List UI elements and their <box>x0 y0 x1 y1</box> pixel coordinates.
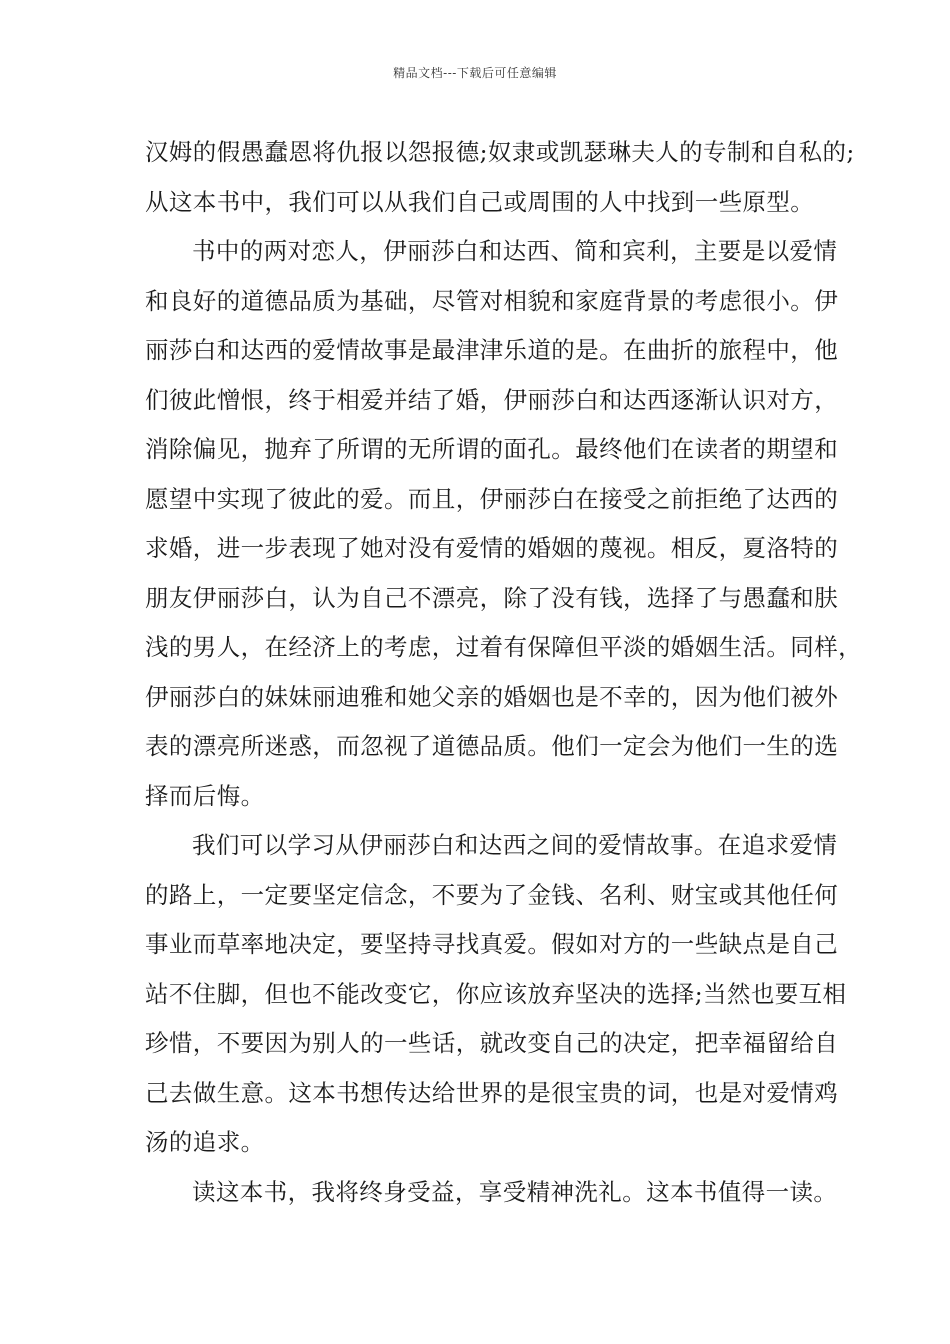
text-line: 珍惜，不要因为别人的一些话，就改变自己的决定，把幸福留给自 <box>145 1029 839 1057</box>
text-line: 消除偏见，抛弃了所谓的无所谓的面孔。最终他们在读者的期望和 <box>145 435 839 463</box>
text-line: 汉姆的假愚蠢恩将仇报以怨报德;奴隶或凯瑟琳夫人的专制和自私的; <box>145 138 855 166</box>
text-line: 表的漂亮所迷惑，而忽视了道德品质。他们一定会为他们一生的选 <box>145 732 839 760</box>
text-line: 求婚，进一步表现了她对没有爱情的婚姻的蔑视。相反，夏洛特的 <box>145 534 839 562</box>
paragraph <box>145 227 862 821</box>
text-line: 们彼此憎恨，终于相爱并结了婚，伊丽莎白和达西逐渐认识对方， <box>145 385 839 414</box>
text-line: 站不住脚，但也不能改变它，你应该放弃坚决的选择;当然也要互相 <box>145 979 847 1008</box>
text-line: 丽莎白和达西的爱情故事是最津津乐道的是。在曲折的旅程中，他 <box>145 336 839 364</box>
text-line: 从这本书中，我们可以从我们自己或周围的人中找到一些原型。 <box>145 187 815 216</box>
text-line: 读这本书，我将终身受益，享受精神洗礼。这本书值得一读。 <box>192 1177 838 1206</box>
document-body <box>145 128 862 1217</box>
paragraph <box>145 1168 838 1218</box>
text-line: 我们可以学习从伊丽莎白和达西之间的爱情故事。在追求爱情 <box>192 831 838 859</box>
text-line: 己去做生意。这本书想传达给世界的是很宝贵的词，也是对爱情鸡 <box>145 1078 839 1107</box>
text-line: 浅的男人，在经济上的考虑，过着有保障但平淡的婚姻生活。同样， <box>145 633 862 661</box>
text-line: 朋友伊丽莎白，认为自己不漂亮，除了没有钱，选择了与愚蠢和肤 <box>145 583 839 612</box>
text-line: 书中的两对恋人，伊丽莎白和达西、简和宾利，主要是以爱情 <box>192 237 838 265</box>
text-line: 择而后悔。 <box>145 781 265 810</box>
text-line: 愿望中实现了彼此的爱。而且，伊丽莎白在接受之前拒绝了达西的 <box>145 484 839 513</box>
page-header: 精品文档---下载后可任意编辑 <box>393 66 557 80</box>
paragraph <box>145 128 855 227</box>
text-line: 伊丽莎白的妹妹丽迪雅和她父亲的婚姻也是不幸的，因为他们被外 <box>145 682 839 711</box>
text-line: 和良好的道德品质为基础，尽管对相貌和家庭背景的考虑很小。伊 <box>145 286 839 315</box>
text-line: 的路上，一定要坚定信念，不要为了金钱、名利、财宝或其他任何 <box>145 880 839 909</box>
text-line: 汤的追求。 <box>145 1128 265 1156</box>
paragraph <box>145 821 847 1168</box>
text-line: 事业而草率地决定，要坚持寻找真爱。假如对方的一些缺点是自己 <box>145 930 839 958</box>
